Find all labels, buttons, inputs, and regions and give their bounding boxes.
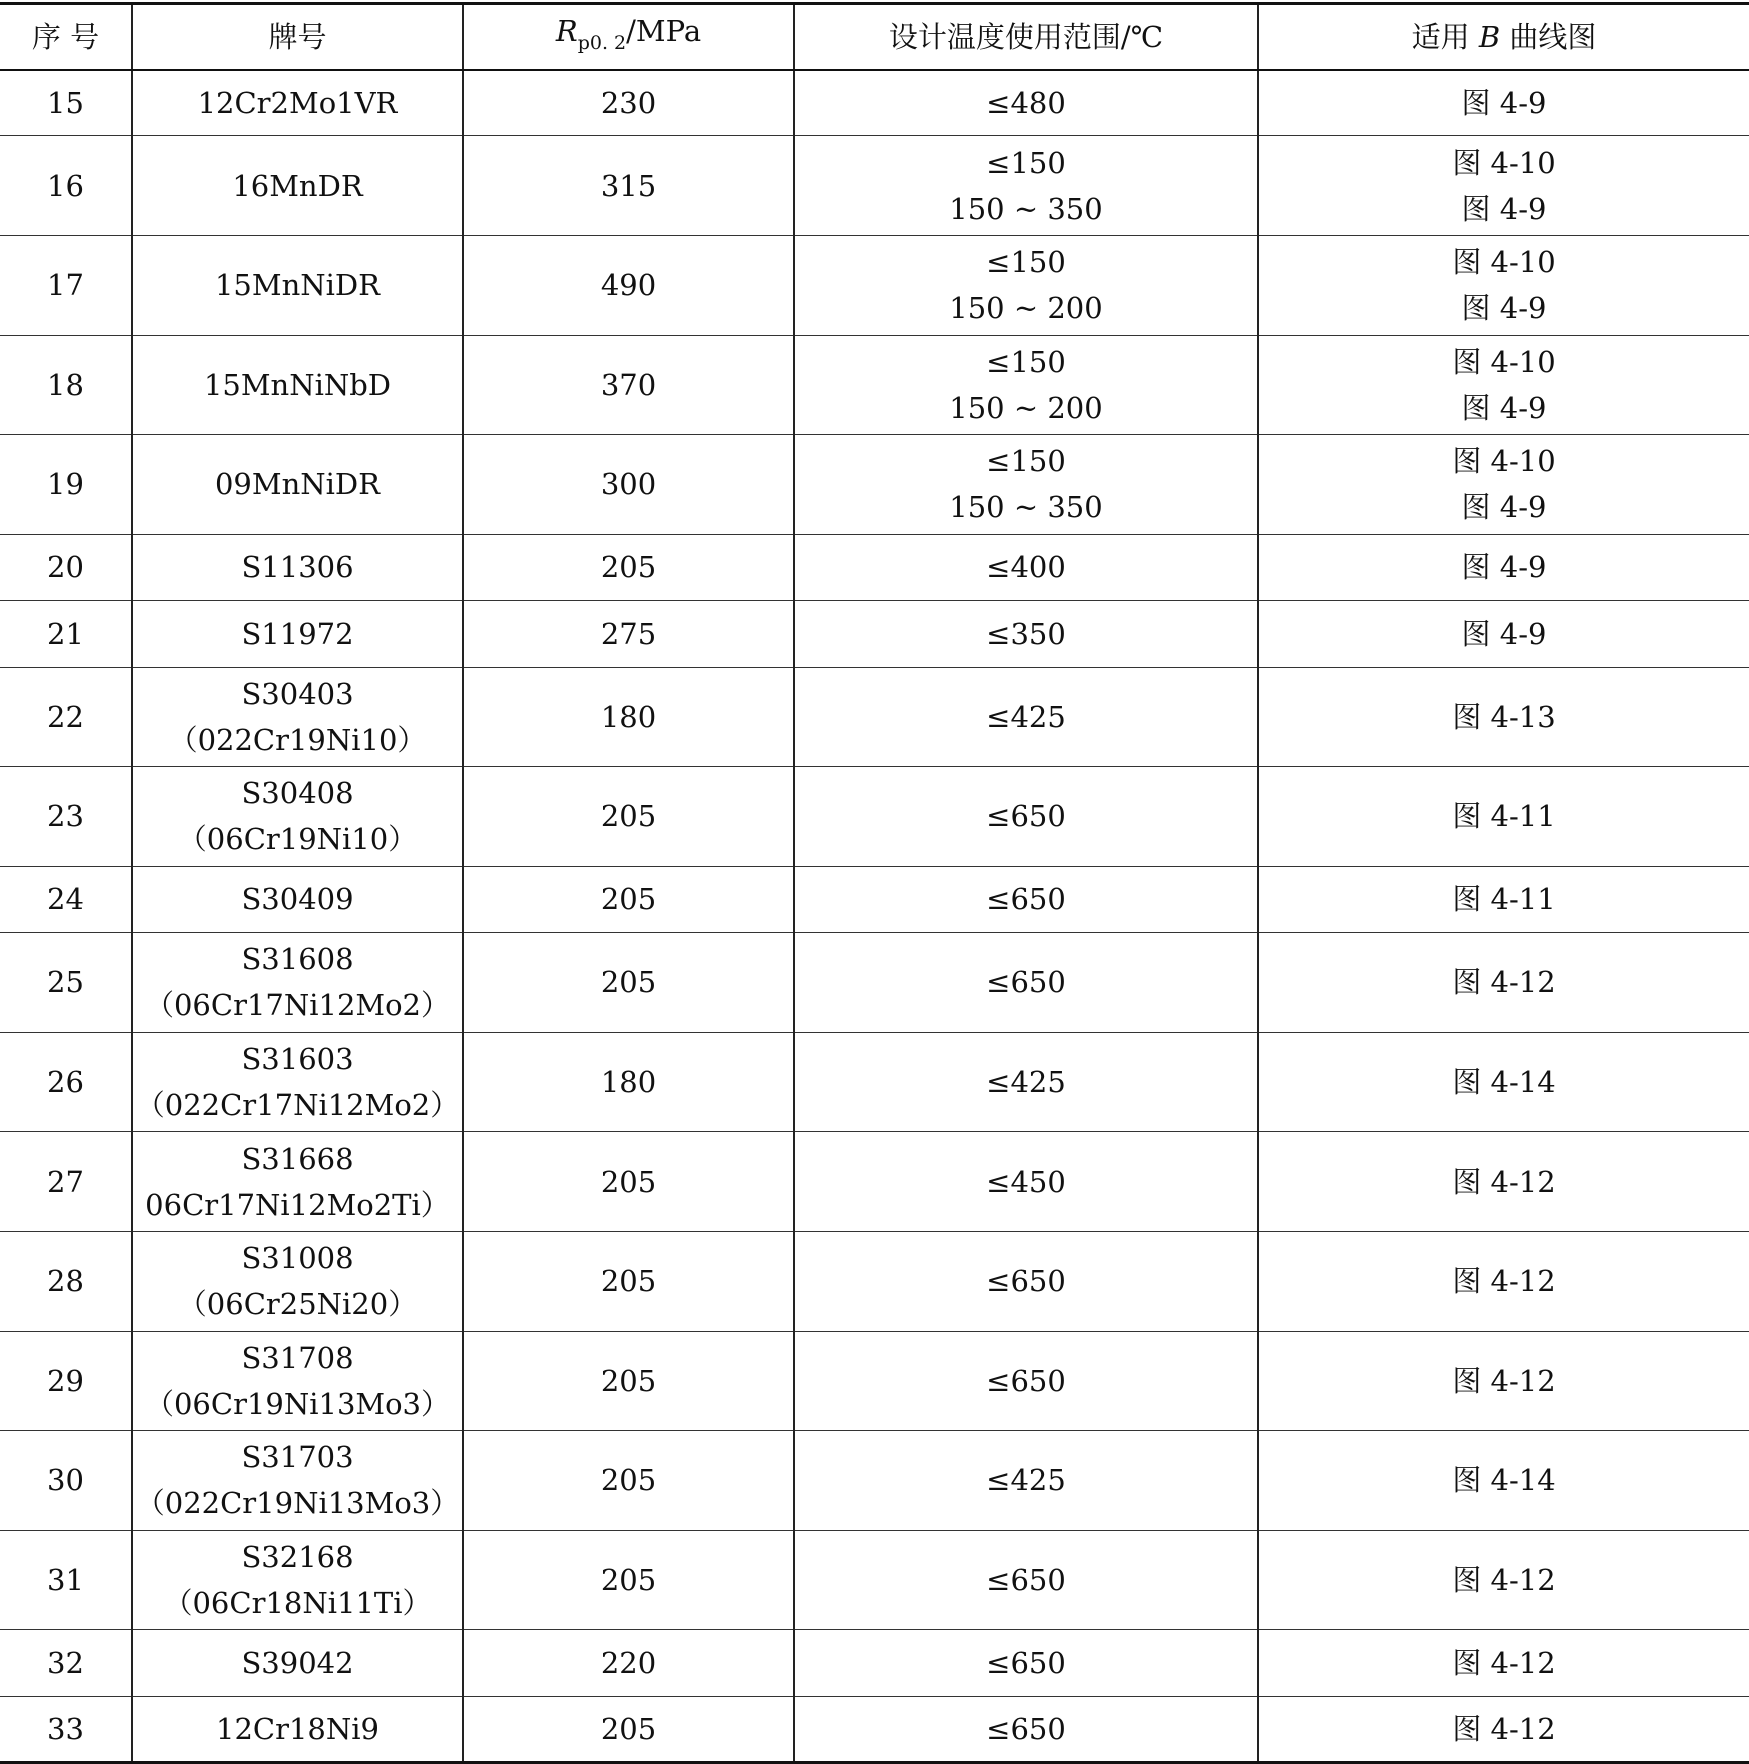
table-row — [0, 767, 1749, 867]
cell-temp-line: ≤350 — [986, 616, 1066, 651]
header-curve-b: B — [1478, 19, 1501, 54]
cell-grade-line: S11972 — [241, 616, 354, 651]
cell-grade-line: 15MnNiDR — [214, 268, 380, 303]
header-rp — [463, 4, 794, 70]
cell-rp: 205 — [463, 1530, 794, 1630]
header-temp: 设计温度使用范围/℃ — [794, 4, 1258, 70]
cell-curve-line: 图 4-12 — [1452, 1164, 1556, 1199]
cell-grade — [132, 435, 463, 535]
cell-grade-line: 16MnDR — [232, 168, 363, 203]
cell-temp-line: ≤425 — [986, 1463, 1066, 1498]
cell-rp: 300 — [463, 435, 794, 535]
table-row — [0, 1231, 1749, 1331]
table-row — [0, 1032, 1749, 1132]
header-no: 序 号 — [0, 4, 132, 70]
cell-no: 21 — [0, 601, 132, 667]
cell-curve-line: 图 4-13 — [1452, 699, 1556, 734]
cell-temp — [794, 866, 1258, 932]
table-row — [0, 1530, 1749, 1630]
cell-grade-line: 09MnNiDR — [214, 467, 380, 502]
table-header — [0, 4, 1749, 70]
cell-rp: 205 — [463, 866, 794, 932]
cell-grade-line: S30409 — [241, 882, 354, 917]
cell-temp — [794, 435, 1258, 535]
cell-no: 16 — [0, 136, 132, 236]
cell-rp: 205 — [463, 1331, 794, 1431]
cell-curve-line: 图 4-9 — [1461, 390, 1547, 425]
cell-curve-line: 图 4-11 — [1452, 799, 1556, 834]
cell-no: 26 — [0, 1032, 132, 1132]
cell-curve — [1258, 933, 1749, 1033]
cell-temp — [794, 667, 1258, 767]
cell-temp-line: ≤650 — [986, 1562, 1066, 1597]
cell-no: 28 — [0, 1231, 132, 1331]
cell-grade-line: （06Cr17Ni12Mo2） — [144, 988, 450, 1023]
cell-grade — [132, 70, 463, 136]
cell-rp: 205 — [463, 1696, 794, 1762]
table-row — [0, 1696, 1749, 1762]
cell-curve — [1258, 1231, 1749, 1331]
header-rp-symbol: R — [555, 13, 578, 48]
table-row — [0, 70, 1749, 136]
cell-curve-line: 图 4-12 — [1452, 1711, 1556, 1746]
table-row — [0, 136, 1749, 236]
cell-curve — [1258, 235, 1749, 335]
cell-no: 23 — [0, 767, 132, 867]
cell-grade-line: 15MnNiNbD — [203, 367, 392, 402]
cell-grade — [132, 601, 463, 667]
cell-grade — [132, 667, 463, 767]
cell-no: 33 — [0, 1696, 132, 1762]
cell-temp-line: ≤650 — [986, 1363, 1066, 1398]
cell-no: 22 — [0, 667, 132, 767]
cell-curve-line: 图 4-11 — [1452, 882, 1556, 917]
cell-curve-line: 图 4-10 — [1452, 444, 1556, 479]
cell-temp — [794, 1132, 1258, 1232]
cell-grade-line: （06Cr18Ni11Ti） — [163, 1585, 432, 1620]
cell-rp: 490 — [463, 235, 794, 335]
cell-temp — [794, 1231, 1258, 1331]
table-row — [0, 933, 1749, 1033]
cell-grade-line: 12Cr18Ni9 — [216, 1711, 379, 1746]
cell-curve — [1258, 667, 1749, 767]
cell-rp: 230 — [463, 70, 794, 136]
cell-grade — [132, 1132, 463, 1232]
cell-no: 18 — [0, 335, 132, 435]
cell-temp — [794, 70, 1258, 136]
cell-temp — [794, 1696, 1258, 1762]
table-row — [0, 1630, 1749, 1696]
header-grade: 牌号 — [132, 4, 463, 70]
cell-temp-line: ≤150 — [986, 344, 1066, 379]
cell-grade — [132, 136, 463, 236]
cell-temp-line: ≤450 — [986, 1164, 1066, 1199]
cell-curve-line: 图 4-10 — [1452, 145, 1556, 180]
cell-temp — [794, 601, 1258, 667]
header-curve-prefix: 适用 — [1411, 19, 1479, 54]
cell-no: 15 — [0, 70, 132, 136]
cell-curve-line: 图 4-14 — [1452, 1065, 1556, 1100]
cell-grade-line: 12Cr2Mo1VR — [197, 85, 398, 120]
cell-no: 27 — [0, 1132, 132, 1232]
cell-no: 30 — [0, 1431, 132, 1531]
cell-curve-line: 图 4-9 — [1461, 550, 1547, 585]
cell-curve — [1258, 1032, 1749, 1132]
cell-grade-line: S30408 — [241, 776, 354, 811]
cell-curve-line: 图 4-9 — [1461, 291, 1547, 326]
cell-curve — [1258, 534, 1749, 600]
cell-curve — [1258, 1132, 1749, 1232]
table-row — [0, 1431, 1749, 1531]
cell-grade-line: S31008 — [241, 1241, 354, 1276]
cell-temp-line: ≤400 — [986, 550, 1066, 585]
cell-curve-line: 图 4-9 — [1461, 490, 1547, 525]
cell-temp — [794, 933, 1258, 1033]
table-row — [0, 435, 1749, 535]
header-rp-unit: /MPa — [626, 13, 702, 48]
cell-temp-line: ≤150 — [986, 245, 1066, 280]
cell-grade-line: S31608 — [241, 942, 354, 977]
table-row — [0, 667, 1749, 767]
cell-grade-line: （06Cr19Ni13Mo3） — [144, 1386, 450, 1421]
cell-no: 25 — [0, 933, 132, 1033]
cell-grade — [132, 933, 463, 1033]
cell-temp-line: ≤650 — [986, 882, 1066, 917]
cell-grade-line: 06Cr17Ni12Mo2Ti） — [145, 1187, 450, 1222]
material-table — [0, 2, 1749, 1764]
cell-temp — [794, 1032, 1258, 1132]
cell-curve-line: 图 4-14 — [1452, 1463, 1556, 1498]
cell-rp: 205 — [463, 1231, 794, 1331]
cell-curve-line: 图 4-9 — [1461, 616, 1547, 651]
cell-grade — [132, 1431, 463, 1531]
cell-curve-line: 图 4-12 — [1452, 1264, 1556, 1299]
cell-grade — [132, 1530, 463, 1630]
cell-temp — [794, 1630, 1258, 1696]
cell-temp-line: ≤480 — [986, 85, 1066, 120]
cell-grade-line: S32168 — [241, 1539, 354, 1574]
cell-no: 31 — [0, 1530, 132, 1630]
cell-rp: 205 — [463, 767, 794, 867]
cell-no: 32 — [0, 1630, 132, 1696]
table-row — [0, 1132, 1749, 1232]
cell-curve — [1258, 866, 1749, 932]
cell-curve — [1258, 335, 1749, 435]
cell-no: 19 — [0, 435, 132, 535]
cell-rp: 205 — [463, 1132, 794, 1232]
cell-grade — [132, 235, 463, 335]
table-body — [0, 70, 1749, 1763]
cell-grade-line: S31703 — [241, 1440, 354, 1475]
cell-temp — [794, 1431, 1258, 1531]
cell-curve-line: 图 4-10 — [1452, 344, 1556, 379]
cell-no: 17 — [0, 235, 132, 335]
cell-temp — [794, 335, 1258, 435]
cell-grade-line: S30403 — [241, 676, 354, 711]
cell-grade — [132, 1630, 463, 1696]
cell-temp-line: ≤425 — [986, 1065, 1066, 1100]
header-curve-suffix: 曲线图 — [1500, 19, 1597, 54]
cell-grade-line: （06Cr19Ni10） — [177, 822, 418, 857]
cell-curve — [1258, 70, 1749, 136]
cell-rp: 370 — [463, 335, 794, 435]
cell-temp — [794, 136, 1258, 236]
cell-grade-line: （022Cr17Ni12Mo2） — [135, 1088, 460, 1123]
header-rp-subscript: p0. 2 — [577, 31, 627, 54]
cell-grade — [132, 534, 463, 600]
cell-temp-line: ≤150 — [986, 145, 1066, 180]
table-row — [0, 1331, 1749, 1431]
cell-temp-line: 150 ~ 200 — [949, 390, 1103, 425]
cell-curve-line: 图 4-12 — [1452, 1645, 1556, 1680]
cell-grade — [132, 1696, 463, 1762]
cell-curve — [1258, 1530, 1749, 1630]
cell-curve-line: 图 4-12 — [1452, 1562, 1556, 1597]
cell-grade-line: （06Cr25Ni20） — [177, 1287, 418, 1322]
cell-no: 20 — [0, 534, 132, 600]
cell-temp-line: ≤650 — [986, 1264, 1066, 1299]
table-row — [0, 601, 1749, 667]
cell-temp-line: ≤650 — [986, 1645, 1066, 1680]
cell-temp-line: ≤150 — [986, 444, 1066, 479]
cell-grade — [132, 1032, 463, 1132]
cell-temp-line: ≤650 — [986, 965, 1066, 1000]
cell-curve-line: 图 4-9 — [1461, 191, 1547, 226]
cell-grade — [132, 767, 463, 867]
cell-grade-line: S31668 — [241, 1141, 354, 1176]
cell-grade — [132, 1331, 463, 1431]
cell-temp-line: 150 ~ 350 — [949, 490, 1103, 525]
table-row — [0, 335, 1749, 435]
cell-rp: 180 — [463, 667, 794, 767]
table-row — [0, 866, 1749, 932]
cell-rp: 315 — [463, 136, 794, 236]
cell-curve — [1258, 767, 1749, 867]
cell-grade-line: S39042 — [241, 1645, 354, 1680]
cell-grade-line: （022Cr19Ni10） — [168, 722, 427, 757]
cell-curve-line: 图 4-10 — [1452, 245, 1556, 280]
cell-temp-line: ≤650 — [986, 1711, 1066, 1746]
cell-rp: 220 — [463, 1630, 794, 1696]
table-row — [0, 235, 1749, 335]
cell-curve — [1258, 1696, 1749, 1762]
cell-temp — [794, 534, 1258, 600]
cell-grade — [132, 335, 463, 435]
cell-curve — [1258, 136, 1749, 236]
cell-grade-line: S31603 — [241, 1042, 354, 1077]
cell-no: 24 — [0, 866, 132, 932]
cell-rp: 180 — [463, 1032, 794, 1132]
cell-temp-line: ≤425 — [986, 699, 1066, 734]
cell-temp — [794, 235, 1258, 335]
header-curve — [1258, 4, 1749, 70]
cell-grade-line: S11306 — [241, 550, 354, 585]
table-row — [0, 534, 1749, 600]
cell-temp — [794, 767, 1258, 867]
cell-curve-line: 图 4-12 — [1452, 965, 1556, 1000]
cell-curve-line: 图 4-12 — [1452, 1363, 1556, 1398]
header-row — [0, 4, 1749, 70]
cell-curve-line: 图 4-9 — [1461, 85, 1547, 120]
cell-temp-line: 150 ~ 200 — [949, 291, 1103, 326]
cell-temp — [794, 1331, 1258, 1431]
cell-temp — [794, 1530, 1258, 1630]
cell-temp-line: 150 ~ 350 — [949, 191, 1103, 226]
cell-curve — [1258, 435, 1749, 535]
cell-curve — [1258, 601, 1749, 667]
cell-grade-line: S31708 — [241, 1340, 354, 1375]
cell-rp: 205 — [463, 1431, 794, 1531]
cell-curve — [1258, 1431, 1749, 1531]
cell-curve — [1258, 1331, 1749, 1431]
cell-no: 29 — [0, 1331, 132, 1431]
cell-grade-line: （022Cr19Ni13Mo3） — [135, 1486, 460, 1521]
cell-temp-line: ≤650 — [986, 799, 1066, 834]
cell-rp: 205 — [463, 933, 794, 1033]
cell-grade — [132, 866, 463, 932]
cell-curve — [1258, 1630, 1749, 1696]
cell-grade — [132, 1231, 463, 1331]
cell-rp: 275 — [463, 601, 794, 667]
cell-rp: 205 — [463, 534, 794, 600]
